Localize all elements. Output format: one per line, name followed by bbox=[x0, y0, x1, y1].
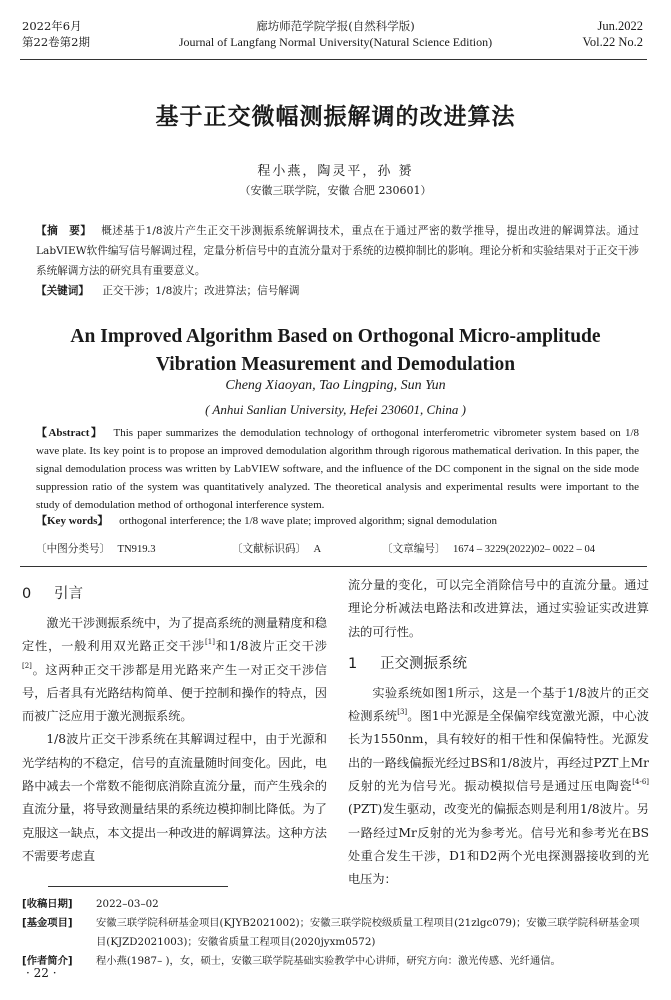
intro-p1-c: 。这两种正交干涉都是用光路来产生一对正交干涉信号，后者具有光路结构简单、便于控制和操作的特点，因而被广泛应用于激光测振系统。 bbox=[22, 662, 327, 724]
keywords-cn bbox=[36, 283, 639, 298]
journal-name-en: Journal of Langfang Normal University(Natural Science Edition) bbox=[178, 35, 493, 49]
doc-code-value: A bbox=[313, 544, 322, 555]
keywords-cn-text: 正交干涉；1/8波片；改进算法；信号解调 bbox=[102, 285, 300, 297]
authors-en: Cheng Xiaoyan, Tao Lingping, Sun Yun bbox=[225, 378, 446, 393]
journal-name-cn: 廊坊师范学院学报(自然科学版) bbox=[256, 19, 415, 33]
journal-issue-en bbox=[582, 18, 643, 50]
received-label: [收稿日期] bbox=[22, 898, 73, 910]
intro-paragraph-continued: 流分量的变化，可以完全消除信号中的直流分量。通过理论分析减法电路法和改进算法，通过实验证实改进算法的可行性。 bbox=[348, 578, 649, 639]
footnote-received bbox=[22, 895, 643, 914]
keywords-en bbox=[36, 512, 639, 528]
citation-4-6: [4-6] bbox=[632, 778, 649, 787]
footnotes bbox=[22, 895, 643, 971]
section-divider bbox=[20, 566, 647, 567]
section-1-paragraph-1 bbox=[348, 682, 649, 892]
article-number-value: 1674 – 3229(2022)02– 0022 – 04 bbox=[452, 544, 596, 555]
intro-paragraph-2: 1/8波片正交干涉系统在其解调过程中，由于光源和光学结构的不稳定，信号的直流量随时间变化。因此，电路中减去一个常数不能彻底消除直流分量，而产生残余的直流分量，将导致测量结果的系统边模抑制比降低。为了克服这一缺点，本文提出一种改进的解调算法。这种方法不需要考虑直 bbox=[22, 732, 327, 863]
journal-name bbox=[0, 18, 671, 50]
sec1-p1-a: 实验系统如图1所示，这是一个基于1/8波片的正交检测系统 bbox=[348, 685, 649, 724]
body-right-column bbox=[348, 574, 649, 892]
paper-title-cn: 基于正交微幅测振解调的改进算法 bbox=[155, 104, 516, 130]
keywords-cn-label: 【关键词】 bbox=[36, 285, 89, 297]
fund-value: 安徽三联学院科研基金项目(KJYB2021002)；安徽三联学院校级质量工程项目(21zlgc079)；安徽三联学院科研基金项目(KJZD2021003)；安徽省质量工程项目(2020jyxm0572) bbox=[96, 917, 640, 948]
author-bio-value: 程小燕(1987– )，女，硕士，安徽三联学院基础实验教学中心讲师，研究方向：激光传感、光纤通信。 bbox=[96, 955, 561, 967]
header-month-en: Jun.2022 bbox=[597, 19, 643, 33]
abstract-cn-text: 概述基于1/8波片产生正交干涉测振系统解调技术，重点在于通过严密的数学推导，提出改进的解调算法。通过LabVIEW软件编写信号解调过程，定量分析信号中的直流分量对于系统的边模抑制比的影响。理论分析和实验结果对于正交干涉系统解调方法的研究具有重要意义。 bbox=[36, 225, 640, 277]
header-divider bbox=[20, 59, 647, 60]
abstract-en bbox=[36, 424, 639, 514]
section-1-title: 正交测振系统 bbox=[380, 655, 467, 672]
footnote-fund bbox=[22, 914, 643, 952]
paper-title-en bbox=[0, 323, 671, 379]
footnote-divider bbox=[48, 886, 228, 887]
article-number bbox=[382, 541, 595, 556]
intro-p1-b: 和1/8波片正交干涉 bbox=[214, 639, 327, 654]
citation-3: [3] bbox=[397, 708, 408, 717]
intro-p1-a: 激光干涉测振系统中，为了提高系统的测量精度和稳定性，一般利用双光路正交干涉 bbox=[22, 616, 327, 654]
affiliation-en: ( Anhui Sanlian University, Hefei 230601, China ) bbox=[205, 402, 466, 417]
author-bio-label: [作者简介] bbox=[22, 955, 73, 967]
keywords-en-label: 【Key words】 bbox=[36, 515, 109, 527]
intro-paragraph-1 bbox=[22, 612, 327, 728]
fund-label: [基金项目] bbox=[22, 917, 73, 929]
section-0-heading bbox=[22, 582, 327, 606]
affiliation-cn: （安徽三联学院，安徽 合肥 230601） bbox=[239, 184, 432, 197]
footnote-author bbox=[22, 952, 643, 971]
clc-number bbox=[36, 541, 156, 556]
paper-title-en-line1: An Improved Algorithm Based on Orthogonal Micro-amplitude bbox=[70, 326, 601, 347]
section-1-number: 1 bbox=[348, 655, 358, 672]
paper-title-en-line2: Vibration Measurement and Demodulation bbox=[155, 354, 516, 375]
citation-1: [1] bbox=[205, 638, 215, 647]
received-value: 2022–03–02 bbox=[96, 898, 159, 910]
abstract-cn bbox=[36, 221, 639, 281]
citation-2: [2] bbox=[22, 661, 32, 670]
page-number: · 22 · bbox=[26, 966, 57, 980]
authors-cn: 程小燕，陶灵平，孙 赟 bbox=[257, 164, 414, 179]
body-left-column bbox=[22, 582, 327, 868]
header-volume-en: Vol.22 No.2 bbox=[582, 35, 643, 49]
clc-value: TN919.3 bbox=[117, 544, 156, 555]
abstract-en-label: 【Abstract】 bbox=[36, 427, 104, 439]
keywords-en-text: orthogonal interference; the 1/8 wave plate; improved algorithm; signal demodulation bbox=[119, 515, 498, 527]
section-1-heading bbox=[348, 652, 649, 676]
header-volume: 第22卷第2期 bbox=[22, 35, 90, 49]
section-0-number: 0 bbox=[22, 586, 32, 602]
abstract-en-text: This paper summarizes the demodulation technology of orthogonal interferometric vibrometer system based on 1/8 wave plate. Its key point is to propose an improved demodulation algorithm through rigorous mathematical derivation. In this paper, the signal demodulation process was written by LabVIEW software, and the influence of the DC component in the signal on the side mode suppression ratio of the system was quantitatively analyzed. The theoretical analysis and experimental results were important to the study of demodulation method of orthogonal interference system. bbox=[36, 427, 640, 511]
clc-label: 〔中图分类号〕 bbox=[36, 543, 111, 555]
sec1-p1-c: (PZT)发生驱动，改变光的偏振态则是利用1/8波片。另一路经过Mr反射的光为参考光。信号光和参考光在BS处重合发生干涉，D1和D2两个光电探测器接收到的光电压为： bbox=[348, 802, 649, 887]
document-code bbox=[232, 541, 321, 556]
abstract-cn-label: 【摘 要】 bbox=[36, 225, 92, 237]
article-number-label: 〔文章编号〕 bbox=[382, 543, 446, 555]
header-date: 2022年6月 bbox=[22, 19, 82, 33]
section-0-title: 引言 bbox=[54, 586, 83, 602]
doc-code-label: 〔文献标识码〕 bbox=[232, 543, 307, 555]
sec1-p1-b: 。图1中光源是全保偏窄线宽激光源，中心波长为1550nm，具有较好的相干性和保偏特性。光源发出的一路线偏振光经过BS和1/8波片，再经过PZT上Mr反射的光为信号光。振动模拟信号是通过压电陶瓷 bbox=[348, 709, 649, 794]
